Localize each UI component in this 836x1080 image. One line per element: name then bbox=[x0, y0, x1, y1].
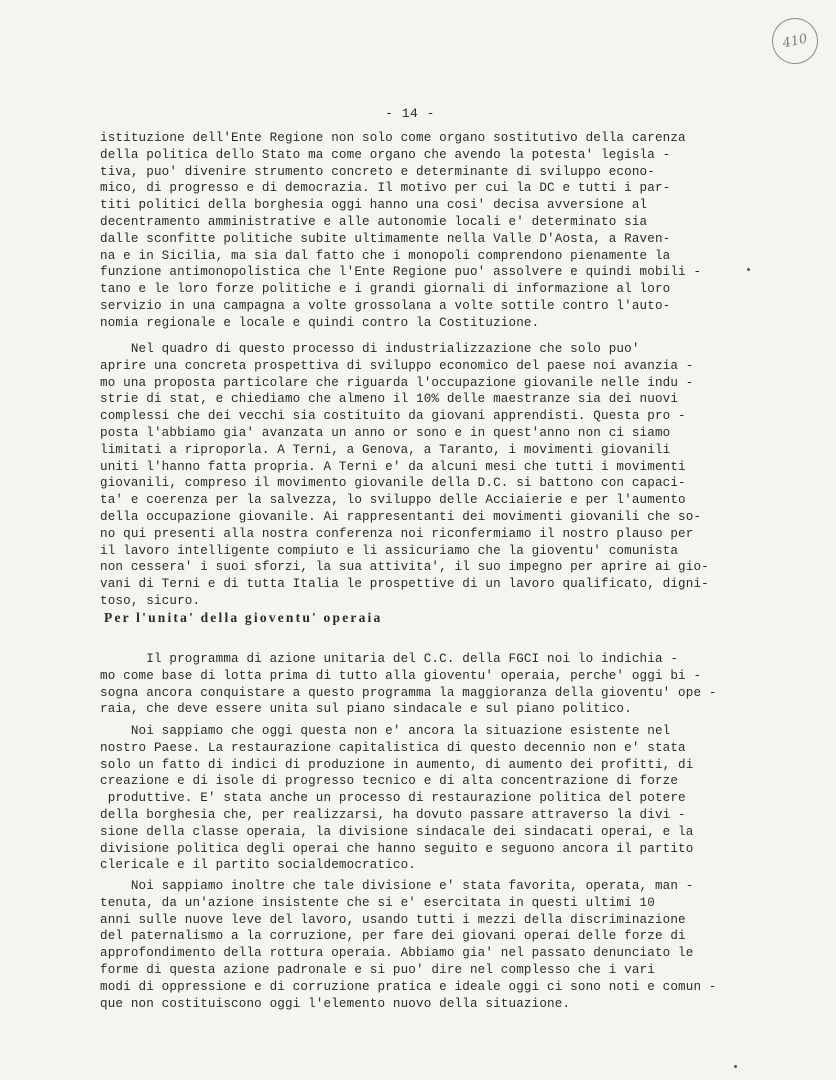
section-heading: Per l'unita' della gioventu' operaia bbox=[104, 610, 383, 625]
page-number: - 14 - bbox=[385, 106, 435, 121]
paragraph-2: Nel quadro di questo processo di industrializzazione che solo puo' aprire una concreta prospettiva di sviluppo economico del paese noi avanzia - mo una proposta particolare che riguarda l'occupazione giovanile nelle indu - strie di stat, e chiediamo che almeno il 10% delle maestranze sia dei nuovi complessi che dei vecchi sia costituito da giovani apprendisti. Questa pro - posta l'abbiamo gia' avanzata un anno or sono e in quest'anno non ci siamo limitati a riproporla. A Terni, a Genova, a Taranto, i movimenti giovanili uniti l'hanno fatta propria. A Terni e' da alcuni mesi che tutti i movimenti giovanili, compreso il movimento giovanile della D.C. si battono con capaci- ta' e coerenza per la salvezza, lo sviluppo delle Acciaierie e per l'aumento della occupazione giovanile. Ai rappresentanti dei movimenti giovanili che so- no qui presenti alla nostra conferenza noi riconfermiamo il nostro plauso per il lavoro intelligente compiuto e li assicuriamo che la gioventu' comunista non cessera' i suoi sforzi, la sua attivita', il suo impegno per aprire ai gio- vani di Terni e di tutta Italia le prospettive di un lavoro qualificato, digni- toso, sicuro. bbox=[100, 342, 709, 608]
paragraph-5: Noi sappiamo inoltre che tale divisione e' stata favorita, operata, man - tenuta, da un'azione insistente che si e' esercitata in questi ultimi 10 anni sulle nuove leve del lavoro, usando tutti i mezzi della discriminazione del paternalismo a la corruzione, per fare dei giovani operai delle forze di approfondimento della rottura operaia. Abbiamo gia' nel passato denunciato le forme di questa azione padronale e si puo' dire nel complesso che i vari modi di oppressione e di corruzione pratica e ideale oggi ci sono noti e comun - que non costituiscono oggi l'elemento nuovo della situazione. bbox=[100, 879, 717, 1011]
margin-mark bbox=[734, 1065, 737, 1068]
margin-mark bbox=[747, 268, 750, 271]
paragraph-1: istituzione dell'Ente Regione non solo come organo sostitutivo della carenza della politica dello Stato ma come organo che avendo la potesta' legisla - tiva, puo' divenire strumento concreto e determinante di sviluppo econo- mico, di progresso e di democrazia. Il motivo per cui la DC e tutti i par- titi politici della borghesia oggi hanno una cosi' decisa avversione al decentramento amministrative e alle autonomie locali e' determinato sia dalle sconfitte politiche subite ultimamente nella Valle D'Aosta, a Raven- na e in Sicilia, ma sia dal fatto che i monopoli comprendono pienamente la funzione antimonopolistica che l'Ente Regione puo' assolvere e quindi mobili - tano e le loro forze politiche e i grandi giornali di informazione al loro servizio in una campagna a volte grossolana a volte sottile contro l'auto- nomia regionale e locale e quindi contro la Costituzione. bbox=[100, 131, 702, 330]
archive-stamp: 410 bbox=[768, 14, 823, 69]
paragraph-4: Noi sappiamo che oggi questa non e' ancora la situazione esistente nel nostro Paese. La restaurazione capitalistica di questo decennio non e' stata solo un fatto di indici di produzione in aumento, di aumento dei profitti, di creazione e di isole di progresso tecnico e di alta concentrazione di forze produttive. E' stata anche un processo di restaurazione politica del potere della borghesia che, per realizzarsi, ha dovuto passare attraverso la divi - sione della classe operaia, la divisione sindacale dei sindacati operai, e la divisione politica degli operai che hanno seguito e seguono ancora il partito clericale e il partito socialdemocratico. bbox=[100, 724, 694, 873]
paragraph-3: Il programma di azione unitaria del C.C. della FGCI noi lo indichia - mo come base di lotta prima di tutto alla gioventu' operaia, perche' oggi bi - sogna ancora conquistare a questo programma la maggioranza della gioventu' ope - raia, che deve essere unita sul piano sindacale e sul piano politico. bbox=[100, 652, 717, 717]
